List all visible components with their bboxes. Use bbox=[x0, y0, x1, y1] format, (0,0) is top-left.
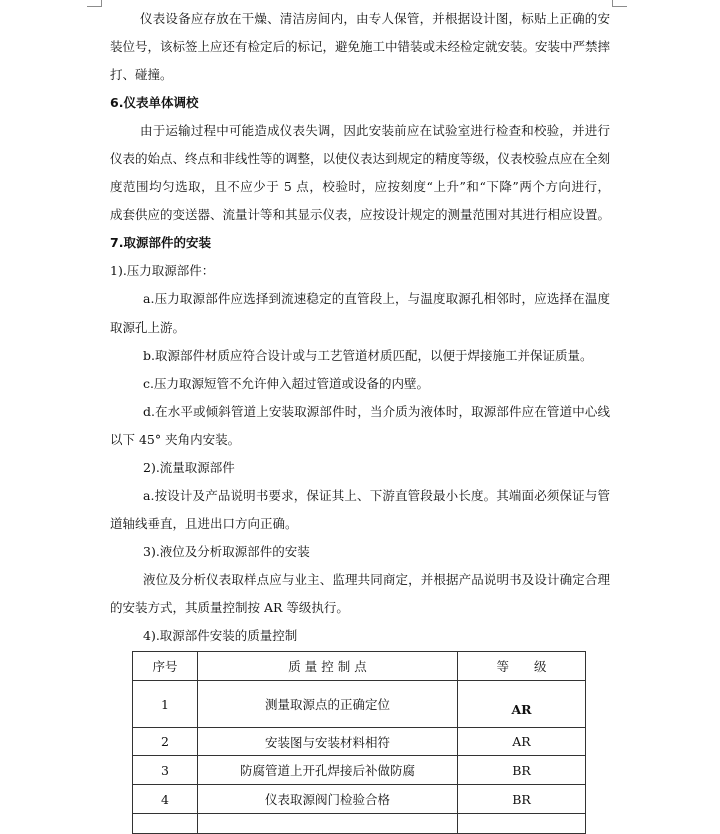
table-row bbox=[133, 681, 586, 728]
table-row bbox=[133, 728, 586, 756]
item-c: c.压力取源短管不允许伸入超过管道或设备的内壁。 bbox=[143, 376, 429, 391]
item-d-line2: 以下 45° 夹角内安装。 bbox=[110, 432, 241, 447]
row-grade: BR bbox=[458, 785, 586, 814]
header-serial-no: 序号 bbox=[133, 652, 198, 681]
paragraph-level-analysis-line1: 液位及分析仪表取样点应与业主、监理共同商定，并根据产品说明书及设计确定合理 bbox=[143, 572, 610, 587]
row-quality-point bbox=[198, 814, 458, 834]
row-quality-point: 仪表取源阀门检验合格 bbox=[198, 785, 458, 814]
paragraph-storage-line2: 装位号，该标签上应还有检定后的标记，避免施工中错装或未经检定就安装。安装中严禁摔 bbox=[110, 39, 611, 54]
flow-item-a-line1: a.按设计及产品说明书要求，保证其上、下游直管段最小长度。其端面必须保证与管 bbox=[143, 488, 610, 503]
paragraph-calibration-line4: 成套供应的变送器、流量计等和其显示仪表，应按设计规定的测量范围对其进行相应设置。 bbox=[110, 207, 611, 222]
heading-source-parts-installation: 7.取源部件的安装 bbox=[110, 235, 211, 250]
page-corner-mark-left bbox=[87, 0, 102, 7]
table-row bbox=[133, 785, 586, 814]
row-grade bbox=[458, 814, 586, 834]
page-corner-mark-right bbox=[612, 0, 627, 7]
subheading-pressure-source: 1).压力取源部件： bbox=[110, 263, 215, 278]
paragraph-level-analysis-line2: 的安装方式，其质量控制按 AR 等级执行。 bbox=[110, 600, 349, 615]
row-quality-point: 测量取源点的正确定位 bbox=[198, 681, 458, 728]
paragraph-calibration-line1: 由于运输过程中可能造成仪表失调，因此安装前应在试验室进行检查和校验，并进行 bbox=[140, 123, 610, 138]
item-b: b.取源部件材质应符合设计或与工艺管道材质匹配，以便于焊接施工并保证质量。 bbox=[143, 348, 593, 363]
item-a-line1: a.压力取源部件应选择到流速稳定的直管段上，与温度取源孔相邻时，应选择在温度 bbox=[143, 291, 610, 306]
header-grade: 等 级 bbox=[458, 652, 586, 681]
row-grade-value: AR bbox=[511, 701, 532, 717]
flow-item-a-line2: 道轴线垂直，且进出口方向正确。 bbox=[110, 516, 298, 531]
row-serial-no: 1 bbox=[133, 681, 198, 728]
paragraph-storage-line3: 打、碰撞。 bbox=[110, 67, 173, 82]
item-d-line1: d.在水平或倾斜管道上安装取源部件时，当介质为液体时，取源部件应在管道中心线 bbox=[143, 404, 610, 419]
item-a-line2: 取源孔上游。 bbox=[110, 320, 186, 335]
paragraph-calibration-line2: 仪表的始点、终点和非线性等的调整，以使仪表达到规定的精度等级，仪表校验点应在全刻 bbox=[110, 151, 611, 166]
header-quality-point: 质 量 控 制 点 bbox=[198, 652, 458, 681]
row-serial-no: 3 bbox=[133, 756, 198, 785]
table-row bbox=[133, 756, 586, 785]
row-grade: AR bbox=[458, 728, 586, 756]
row-serial-no: 2 bbox=[133, 728, 198, 756]
row-serial-no: 4 bbox=[133, 785, 198, 814]
table-header-row bbox=[133, 652, 586, 681]
heading-instrument-calibration: 6.仪表单体调校 bbox=[110, 95, 199, 110]
paragraph-storage-line1: 仪表设备应存放在干燥、清洁房间内，由专人保管，并根据设计图，标贴上正确的安 bbox=[140, 11, 610, 26]
row-serial-no bbox=[133, 814, 198, 834]
paragraph-calibration-line3: 度范围均匀选取，且不应少于 5 点，校验时，应按刻度“上升”和“下降”两个方向进行， bbox=[110, 179, 610, 194]
subheading-flow-source: 2).流量取源部件 bbox=[143, 460, 235, 475]
row-quality-point: 防腐管道上开孔焊接后补做防腐 bbox=[198, 756, 458, 785]
row-quality-point: 安装图与安装材料相符 bbox=[198, 728, 458, 756]
subheading-level-analysis-source: 3).液位及分析取源部件的安装 bbox=[143, 544, 310, 559]
row-grade: BR bbox=[458, 756, 586, 785]
table-row-partial bbox=[133, 814, 586, 834]
quality-control-table bbox=[132, 651, 586, 834]
row-grade bbox=[458, 681, 586, 728]
subheading-quality-control: 4).取源部件安装的质量控制 bbox=[143, 628, 298, 643]
